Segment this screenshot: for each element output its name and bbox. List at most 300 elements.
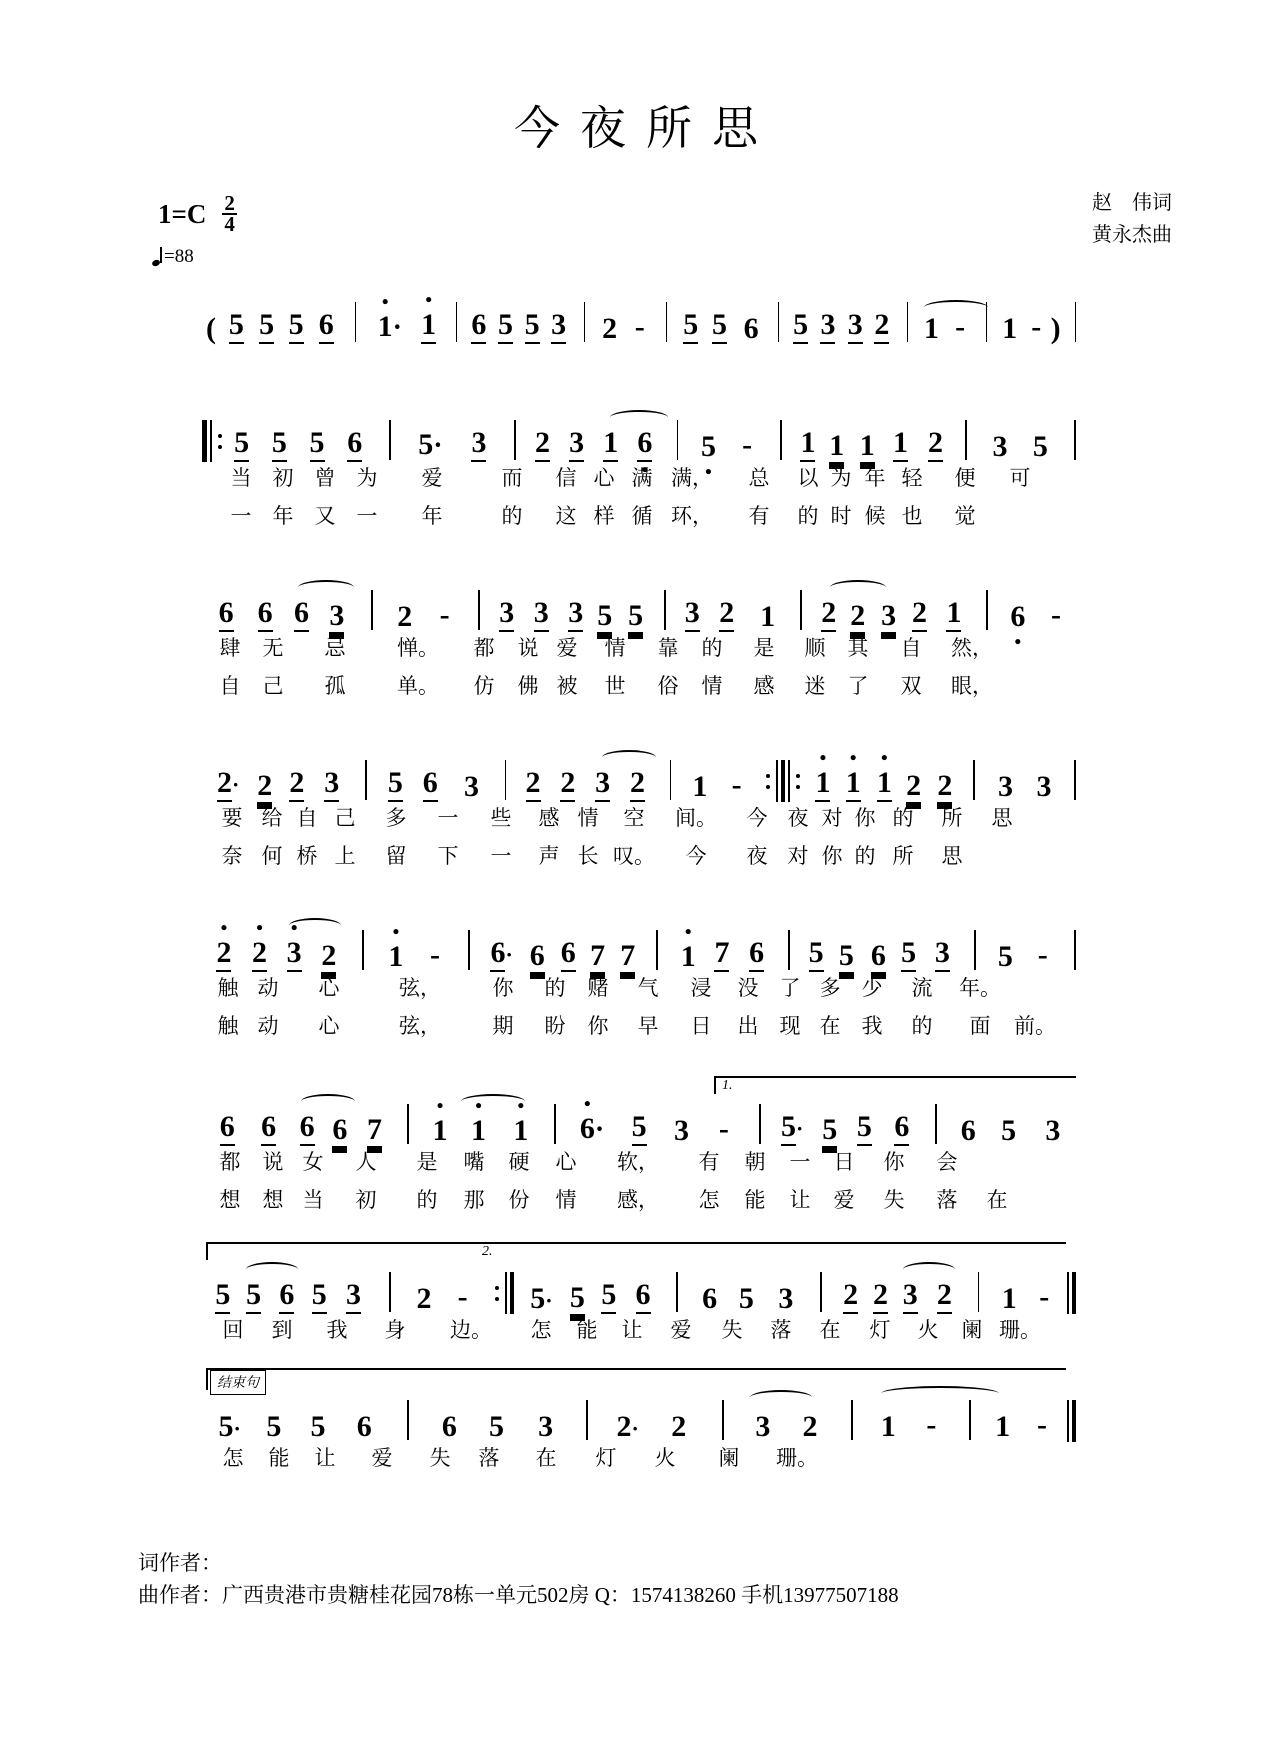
footer-lyricist-line: 词作者： <box>138 1551 222 1575</box>
volta-label-1: 1. <box>722 1078 733 1093</box>
lyric: 给 <box>261 806 283 830</box>
lyric: 惮。 <box>397 636 439 660</box>
note: 5 <box>388 768 403 802</box>
note: 5 <box>901 938 916 972</box>
barline <box>820 1272 822 1312</box>
note: 5 <box>310 428 325 462</box>
lyric: 己 <box>262 674 284 698</box>
key-signature <box>158 191 237 237</box>
note: 6 <box>319 310 334 344</box>
note: 6 <box>471 310 486 344</box>
slur <box>830 580 886 595</box>
barline <box>514 420 516 460</box>
lyric: 今 <box>746 806 768 830</box>
note: 2 <box>937 769 953 802</box>
note: 3 <box>778 1282 794 1315</box>
note: 6 <box>220 1112 235 1146</box>
note: 2 <box>321 939 337 972</box>
note: 5 <box>312 1280 327 1314</box>
note-extend: - <box>731 768 742 801</box>
note: • 1 <box>815 768 830 802</box>
barline <box>1074 760 1076 800</box>
barline <box>676 1272 678 1312</box>
system-2 <box>196 576 1076 708</box>
lyric: 我 <box>326 1318 348 1342</box>
lyric: 便 <box>954 466 976 490</box>
final-barline-1 <box>1064 1272 1077 1314</box>
note: 3 <box>674 1114 690 1147</box>
lyric: 身 <box>384 1318 406 1342</box>
lyric: 自 <box>900 636 922 660</box>
lyric: 流 <box>911 976 933 1000</box>
lyric: 夜 <box>746 844 768 868</box>
note: 5 <box>418 428 434 461</box>
lyric: 怎 <box>222 1446 244 1470</box>
barline <box>478 590 480 630</box>
barline <box>965 420 967 460</box>
lyric: 一 <box>230 504 252 528</box>
barline <box>456 302 457 342</box>
lyric: 对 <box>821 806 843 830</box>
tempo-value: =88 <box>164 246 194 267</box>
lyric: 会 <box>936 1150 958 1174</box>
lyric: 在 <box>986 1188 1008 1212</box>
lyric: 让 <box>621 1318 643 1342</box>
credits-block <box>1092 188 1172 251</box>
lyric: 了 <box>847 674 869 698</box>
barline <box>759 1104 761 1144</box>
note-extend: - <box>457 1280 468 1313</box>
lyric: 爱 <box>371 1446 393 1470</box>
note: 5 <box>781 1112 796 1146</box>
barline <box>907 302 908 342</box>
note-extend: - <box>742 428 753 461</box>
note: 3 <box>595 768 610 802</box>
lyric: 赌 <box>587 976 609 1000</box>
lyric: 珊。 <box>999 1318 1041 1342</box>
key-label: 1=C <box>158 198 207 229</box>
lyric: 女 <box>302 1150 324 1174</box>
note: 5 <box>498 310 513 344</box>
lyric: 有 <box>698 1150 720 1174</box>
lyric: 感， <box>617 1188 659 1212</box>
header-meta <box>0 180 1272 284</box>
note: 5 <box>229 310 244 344</box>
slur <box>602 750 656 765</box>
barline <box>677 420 679 460</box>
barline <box>969 1400 971 1440</box>
note: 6 • <box>637 428 652 462</box>
note: 6 <box>261 1112 276 1146</box>
system-2-notes <box>196 576 1076 632</box>
note-extend: - <box>955 310 966 343</box>
lyric: 在 <box>819 1318 841 1342</box>
note-extend: - <box>439 598 450 631</box>
lyric: 到 <box>271 1318 293 1342</box>
prelude-close-paren: ) <box>1050 312 1061 345</box>
lyric: 所 <box>892 844 914 868</box>
lyric: 是 <box>416 1150 438 1174</box>
system-1-notes: 5 5 5 6 5· 3 2 3 1 6 • 5 • - 1 1 1 1 2 3 5 <box>196 406 1076 462</box>
lyric: 出 <box>737 1014 759 1038</box>
lyric: 嘴 <box>463 1150 485 1174</box>
system-3 <box>196 746 1076 878</box>
lyric: 能 <box>576 1318 598 1342</box>
lyric: 满 <box>631 466 653 490</box>
barline <box>780 420 782 460</box>
note: 2 <box>906 769 922 802</box>
barline <box>788 930 790 970</box>
lyric: 的 <box>416 1188 438 1212</box>
note: 3 <box>820 310 835 344</box>
barline <box>1075 302 1076 342</box>
lyric: 思 <box>941 844 963 868</box>
lyric: 对 <box>787 844 809 868</box>
lyric: 奈 <box>221 844 243 868</box>
lyric: 了 <box>779 976 801 1000</box>
note: 5 <box>530 1282 546 1315</box>
note: 3 <box>1045 1114 1061 1147</box>
note: 6 <box>294 598 309 632</box>
note: 3 <box>685 598 700 632</box>
note: 1 <box>946 598 961 632</box>
note: 1 <box>829 429 845 462</box>
note: 3 <box>534 598 549 632</box>
slur <box>298 580 354 595</box>
system-1-lyrics-verse-2 <box>196 500 1076 538</box>
note: 5 • <box>701 432 716 462</box>
tempo-marking <box>152 246 194 268</box>
note: 2 <box>217 768 232 802</box>
barline <box>468 930 470 970</box>
note: 3 <box>463 770 479 803</box>
lyric: 爱 <box>833 1188 855 1212</box>
lyric: 要 <box>221 806 243 830</box>
lyric: 都 <box>219 1150 241 1174</box>
lyric: 的 <box>892 806 914 830</box>
lyric: 循 <box>631 504 653 528</box>
note: 5 <box>272 428 287 462</box>
note: 3 <box>997 770 1013 803</box>
note: • 1 <box>877 768 892 802</box>
note: 5 <box>259 310 274 344</box>
barline <box>355 302 356 342</box>
barline <box>362 930 364 970</box>
lyric: 有 <box>748 504 770 528</box>
lyric: 些 <box>490 806 512 830</box>
note: 3 <box>848 310 863 344</box>
lyric: 动 <box>257 976 279 1000</box>
lyric: 早 <box>637 1014 659 1038</box>
lyric: 爱 <box>670 1318 692 1342</box>
note: 5 <box>857 1112 872 1146</box>
lyric: 面 <box>969 1014 991 1038</box>
lyric: 桥 <box>296 844 318 868</box>
barline <box>670 760 672 800</box>
footer-composer-line: 曲作者：广西贵港市贵糖桂花园78栋一单元502房 Q：1574138260 手机13977507188 <box>138 1582 899 1607</box>
lyric: 落 <box>770 1318 792 1342</box>
lyric: 一 <box>789 1150 811 1174</box>
lyric: 的 <box>701 636 723 660</box>
lyric: 佛 <box>517 674 539 698</box>
barline <box>407 1104 409 1144</box>
note: 2 <box>560 768 575 802</box>
note: 2 <box>850 599 866 632</box>
lyric: 为 <box>356 466 378 490</box>
note: 6 <box>894 1112 909 1146</box>
note: • 1 <box>433 1116 448 1146</box>
lyric: 长 <box>577 844 599 868</box>
system-3-notes: 2· 2 2 3 5 6 3 2 2 3 2 1 - • 1 • 1 • 1 2 2 3 3 <box>196 746 1076 802</box>
note: 6 • <box>1010 602 1025 632</box>
lyric: 被 <box>556 674 578 698</box>
note: 2 <box>802 1410 818 1443</box>
lyric: 夜 <box>787 806 809 830</box>
system-4-lyrics-verse-2 <box>196 1010 1076 1048</box>
barline <box>371 590 373 630</box>
note-extend: - <box>430 938 440 971</box>
lyric: 你 <box>821 844 843 868</box>
lyric: 你 <box>587 1014 609 1038</box>
note: 6 <box>743 312 759 345</box>
note-extend: - <box>718 1112 729 1145</box>
lyric: 心 <box>555 1150 577 1174</box>
lyric: 一 <box>437 806 459 830</box>
lyric: 回 <box>222 1318 244 1342</box>
barline <box>666 302 667 342</box>
note: 2 <box>535 428 550 462</box>
lyric: 一 <box>356 504 378 528</box>
lyric: 硬 <box>508 1150 530 1174</box>
system-4 <box>196 916 1076 1048</box>
lyric: 浸 <box>690 976 712 1000</box>
lyric: 单。 <box>397 674 439 698</box>
lyric: 孤 <box>324 674 346 698</box>
note: 5 <box>246 1280 261 1314</box>
system-5-lyrics-verse-1 <box>196 1146 1076 1184</box>
note: 6 <box>332 1113 348 1146</box>
lyric: 其 <box>847 636 869 660</box>
note: 2 <box>928 428 943 462</box>
note: 1 <box>893 428 908 462</box>
lyric: 声 <box>538 844 560 868</box>
lyric: 想 <box>262 1188 284 1212</box>
lyric: 的 <box>911 1014 933 1038</box>
note: • 1 <box>513 1116 528 1146</box>
note-extend: - <box>1039 1280 1050 1313</box>
lyric: 都 <box>473 636 495 660</box>
note: 1 <box>603 428 618 462</box>
note: 3 <box>324 768 339 802</box>
lyric: 动 <box>257 1014 279 1038</box>
note: • 2 <box>252 938 267 972</box>
lyric: 盼 <box>544 1014 566 1038</box>
lyric: 这 <box>555 504 577 528</box>
lyric: 间。 <box>675 806 717 830</box>
note: 6 <box>870 939 886 972</box>
note: 5 <box>809 938 824 972</box>
note: 5 <box>310 1410 326 1443</box>
note: 5 <box>601 1280 616 1314</box>
lyric: 总 <box>748 466 770 490</box>
barline <box>851 1400 853 1440</box>
barline <box>586 1400 588 1440</box>
note: 7 <box>590 939 606 972</box>
lyric: 阑 <box>718 1446 740 1470</box>
barline <box>722 1400 724 1440</box>
note: 2 <box>912 598 927 632</box>
note: 2 <box>719 598 734 632</box>
note: 3 <box>881 599 897 632</box>
note: 6 <box>279 1280 294 1314</box>
note: 5 <box>234 428 249 462</box>
note: 3 <box>1036 770 1052 803</box>
system-4-lyrics-verse-1 <box>196 972 1076 1010</box>
lyric: 觉 <box>954 504 976 528</box>
note: 3 <box>755 1410 771 1443</box>
note: 6 <box>219 598 234 632</box>
lyric: 叹。 <box>613 844 655 868</box>
lyric: 然， <box>951 636 993 660</box>
note: • 3 <box>287 938 302 972</box>
system-7 <box>196 1376 1076 1480</box>
lyric: 能 <box>744 1188 766 1212</box>
lyric: 可 <box>1009 466 1031 490</box>
note: 2 <box>873 1280 888 1314</box>
system-7-notes: 5· 5 5 6 6 5 3 2· 2 3 2 1 - 1 - <box>196 1386 1076 1442</box>
lyric: 弦， <box>399 976 441 1000</box>
note: 5 <box>738 1282 754 1315</box>
barline <box>407 1400 409 1440</box>
lyric: 在 <box>819 1014 841 1038</box>
lyric: 落 <box>936 1188 958 1212</box>
lyric: 前。 <box>1014 1014 1056 1038</box>
barline <box>974 930 976 970</box>
note: 3 <box>346 1280 361 1314</box>
note: • 2 <box>216 938 231 972</box>
note-extend: - <box>1031 310 1042 343</box>
lyric: 想 <box>219 1188 241 1212</box>
note: 5 <box>997 940 1013 973</box>
barline <box>656 930 658 970</box>
lyric: 情 <box>555 1188 577 1212</box>
lyric: 的 <box>854 844 876 868</box>
coda-label: 结束句 <box>210 1370 266 1395</box>
note: 6 <box>561 938 576 972</box>
lyric: 能 <box>268 1446 290 1470</box>
lyric: 样 <box>593 504 615 528</box>
lyric: 眼， <box>951 674 993 698</box>
system-5-lyrics-verse-2 <box>196 1184 1076 1222</box>
lyric: 心 <box>318 1014 340 1038</box>
prelude-notes: ( 5 5 5 6 • 1· • 1 6 5 5 3 2 - 5 5 6 5 3 3 2 1 - 1 - ) <box>196 288 1076 344</box>
note: 1 <box>760 600 776 633</box>
lyric: 日 <box>690 1014 712 1038</box>
note: • 1 <box>388 942 403 972</box>
lyric: 你 <box>854 806 876 830</box>
lyric: 顺 <box>804 636 826 660</box>
lyric: 灯 <box>869 1318 891 1342</box>
lyric: 失 <box>883 1188 905 1212</box>
barline <box>1074 420 1076 460</box>
note: • 1 <box>681 942 696 972</box>
note: 5 <box>597 599 613 632</box>
barline <box>554 1104 556 1144</box>
note: 2 <box>257 769 273 802</box>
lyric: 气 <box>637 976 659 1000</box>
lyric: 说 <box>517 636 539 660</box>
barline <box>505 760 507 800</box>
note-extend: - <box>926 1408 937 1441</box>
lyric: 的 <box>501 504 523 528</box>
lyric: 候 <box>864 504 886 528</box>
lyric: 珊。 <box>776 1446 818 1470</box>
note: 3 <box>329 599 345 632</box>
lyric: 当 <box>302 1188 324 1212</box>
slur <box>903 1262 955 1277</box>
note: 5 <box>822 1113 838 1146</box>
lyric: 现 <box>779 1014 801 1038</box>
lyric: 年。 <box>959 976 1001 1000</box>
system-2-lyrics-verse-1 <box>196 632 1076 670</box>
system-5 <box>196 1078 1076 1222</box>
lyric: 落 <box>478 1446 500 1470</box>
lyric: 时 <box>830 504 852 528</box>
lyric: 所 <box>941 806 963 830</box>
lyric: 空 <box>623 806 645 830</box>
lyric: 己 <box>334 806 356 830</box>
barline <box>800 590 802 630</box>
lyric: 双 <box>900 674 922 698</box>
note: 1 <box>995 1410 1011 1443</box>
note: 1 <box>800 428 815 462</box>
note: 2 <box>821 598 836 632</box>
note: 6 <box>960 1114 976 1147</box>
note: 1 <box>880 1410 896 1443</box>
note: 5 <box>683 310 698 344</box>
slur <box>881 1386 999 1401</box>
note: 5 <box>1032 430 1048 463</box>
lyric: 靠 <box>657 636 679 660</box>
note: 2 <box>397 600 413 633</box>
lyric: 触 <box>217 1014 239 1038</box>
note-extend: - <box>634 310 645 343</box>
note: 1 <box>692 770 708 803</box>
system-7-lyrics <box>196 1442 1076 1480</box>
note: 3 <box>471 428 486 462</box>
lyric: 失 <box>429 1446 451 1470</box>
lyric: 期 <box>492 1014 514 1038</box>
barline <box>584 302 585 342</box>
barline <box>1074 930 1076 970</box>
barline <box>986 590 988 630</box>
lyric: 满， <box>671 466 713 490</box>
system-1 <box>196 406 1076 538</box>
lyric: 份 <box>508 1188 530 1212</box>
lyric: 心 <box>318 976 340 1000</box>
barline <box>973 760 975 800</box>
note: 5 <box>838 939 854 972</box>
barline <box>664 590 666 630</box>
slur <box>246 1262 298 1277</box>
system-prelude <box>196 288 1076 360</box>
note-extend: - <box>1050 598 1061 631</box>
lyric: 上 <box>334 844 356 868</box>
lyric: 那 <box>463 1188 485 1212</box>
lyric: 轻 <box>901 466 923 490</box>
note: 3 <box>569 428 584 462</box>
lyric: 我 <box>861 1014 883 1038</box>
